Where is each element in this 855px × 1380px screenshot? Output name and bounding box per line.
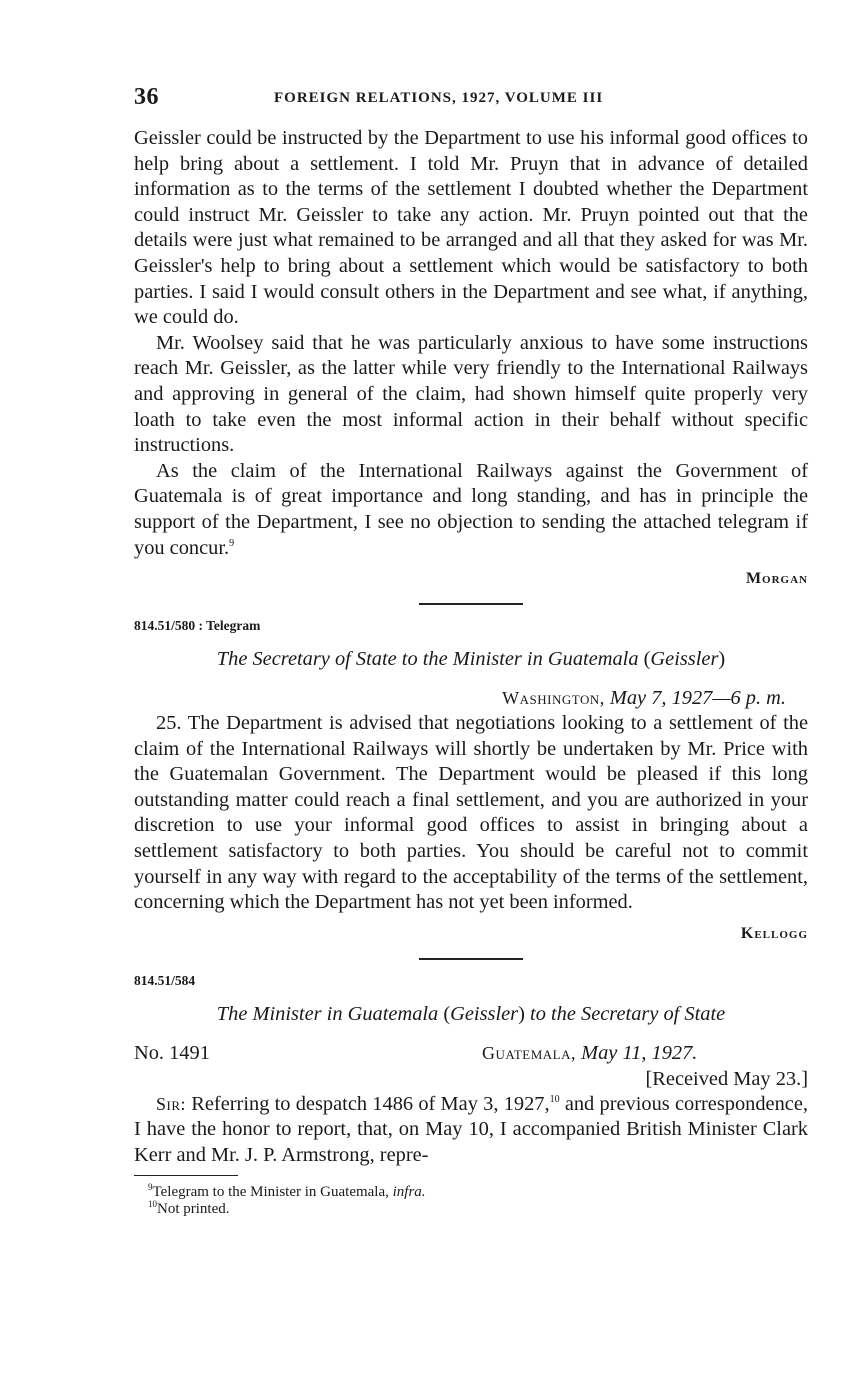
despatch-body: Sir: Referring to despatch 1486 of May 3, 1927,10 and previous correspondence, I have the honor to report, that, on May 10, I accompanied British Minister Clark Kerr and Mr. J. P. Armstrong, repre- [134,1092,808,1167]
footnote-9: $^9$Telegram to the Minister in Guatemala, infra. [148,1181,426,1200]
salutation: Sir: [156,1093,187,1114]
section-divider [419,958,523,960]
received-note: [Received May 23.] [645,1067,808,1090]
despatch-title: The Minister in Guatemala (Geissler) to the Secretary of State [216,1002,726,1025]
section-divider [419,603,523,605]
memo-paragraph-1: Geissler could be instructed by the Department to use his informal good offices to help bring about a settlement. I told Mr. Pruyn that in advance of detailed information as to the terms of the settlement I doubted whether the Department could instruct Mr. Geissler to take any action. Mr. Pruyn pointed out that the details were just what remained to be arranged and all that they asked for was Mr. Geissler's help to bring about a settlement which would be satisfactory to both parties. I said I would consult others in the Department and see what, if anything, we could do. [134,127,808,329]
footnote-rule [134,1175,238,1176]
footnote-ref-9: 9 [229,537,235,549]
despatch-number: No. 1491 [134,1041,210,1064]
telegram-title: The Secretary of State to the Minister in Guatemala (Geissler) [216,648,726,671]
footnote-10: $^{10}$Not printed. [148,1198,230,1217]
despatch-file-reference: 814.51/584 [134,972,196,988]
despatch-date: May 11, 1927. [581,1041,698,1064]
telegram-dateline [134,685,786,711]
despatch-number-line [134,1040,808,1066]
telegram-place: Washington, [502,688,605,709]
memo-paragraph-2: Mr. Woolsey said that he was particularly anxious to have some instructions reach Mr. Geissler, as the latter while very friendly to the International Railways and approving in general of the claim, had shown himself quite properly very loath to take even the most informal action in their behalf without specific instructions. [134,331,808,457]
despatch-place: Guatemala, [482,1042,576,1063]
footnote-ref-10: 10 [549,1094,560,1106]
memo-signature: Morgan [745,570,808,588]
memo-paragraph-3 [134,459,808,561]
document-page [134,80,808,1218]
telegram-signature: Kellogg [740,924,808,942]
memo-paragraph-3-text: As the claim of the International Railways against the Government of Guatemala is of great importance and long standing, and has in principle the support of the Department, I see no objection to sending the attached telegram if you concur. [134,459,808,559]
telegram-body: 25. The Department is advised that negotiations looking to a settlement of the claim of the International Railways will shortly be undertaken by Mr. Price with the Guatemalan Government. The Department would be pleased if this long outstanding matter could reach a final settlement, and you are authorized in your discretion to use your informal good offices to assist in bringing about a settlement satisfactory to both parties. You should be careful not to commit yourself in any way with regard to the acceptability of the terms of the settlement, concerning which the Department has not yet been informed. [134,712,808,914]
despatch-dateline [482,1040,697,1066]
page-header [134,80,808,116]
running-head: FOREIGN RELATIONS, 1927, VOLUME III [274,90,604,106]
telegram-date: May 7, 1927—6 p. m. [609,687,786,710]
telegram-file-reference: 814.51/580 : Telegram [134,618,261,634]
page-number: 36 [134,84,159,110]
